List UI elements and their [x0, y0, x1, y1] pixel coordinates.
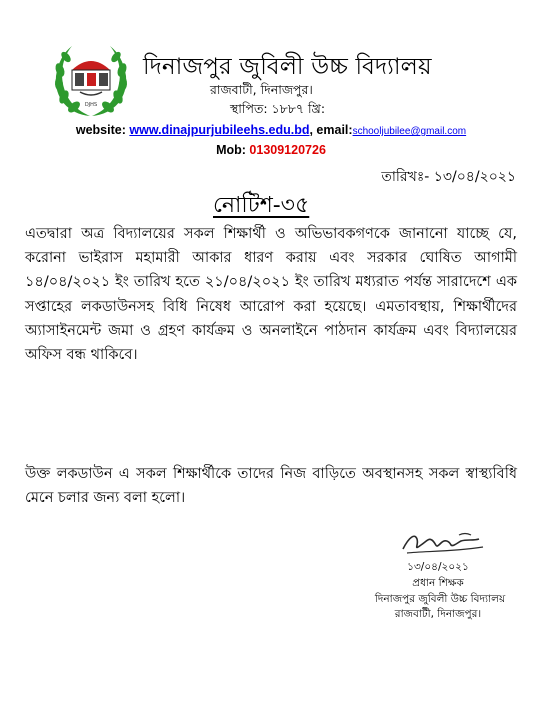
handwritten-signature — [395, 523, 490, 559]
notice-paragraph-1: এতদ্বারা অত্র বিদ্যালয়ের সকল শিক্ষার্থী ও অভিভাবকগণকে জানানো যাচ্ছে যে, করোনা ভাইরাস মহামারী আকার ধারণ করায় এবং সরকার ঘোষিত আগামী ১৪/০৪/২০২১ ইং তারিখ হতে ২১/০৪/২০২১ ইং তারিখ মধ্যরাত পর্যন্ত সারাদেশে এক সপ্তাহের লকডাউনসহ বিধি নিষেধ আরোপ করা হয়েছে। এমতাবস্থায়, শিক্ষার্থীদের অ্যাসাইনমেন্ট জমা ও গ্রহণ কার্যক্রম ও অনলাইনে পাঠদান কার্যক্রম এবং বিদ্যালয়ের অফিস বন্ধ থাকিবে। — [25, 226, 517, 364]
notice-title: নোটিশ-৩৫ — [213, 193, 310, 218]
mobile-label: Mob: — [216, 143, 250, 157]
contact-line — [0, 123, 542, 137]
notice-paragraph-2: উক্ত লকডাউন এ সকল শিক্ষার্থীকে তাদের নিজ বাড়িতে অবস্থানসহ সকল স্বাস্থ্যবিধি মেনে চলার জন্য বলা হলো। — [25, 466, 517, 507]
signatory-role: প্রধান শিক্ষক — [412, 577, 464, 589]
established-year: স্থাপিত: ১৮৮৭ খ্রি: — [230, 101, 326, 116]
school-logo — [50, 40, 132, 120]
website-link[interactable]: www.dinajpurjubileehs.edu.bd — [129, 123, 310, 137]
mobile-number: 01309120726 — [249, 143, 326, 157]
mobile-line — [0, 143, 542, 157]
signature-date: ১৩/০৪/২০২১ — [407, 561, 469, 573]
school-address: রাজবাটী, দিনাজপুর। — [210, 82, 313, 97]
logo-caption: DJHS — [84, 102, 98, 108]
school-name: দিনাজপুর জুবিলী উচ্চ বিদ্যালয় — [143, 54, 432, 80]
signatory-school: দিনাজপুর জুবিলী উচ্চ বিদ্যালয় — [374, 593, 506, 605]
email-label: , email: — [309, 123, 353, 137]
website-label: website: — [75, 123, 130, 137]
emblem-icon — [72, 61, 110, 95]
notice-date: তারিখঃ- ১৩/০৪/২০২১ — [381, 169, 516, 185]
signatory-address: রাজবাটী, দিনাজপুর। — [394, 608, 482, 620]
email-link[interactable]: schooljubilee@gmail.com — [352, 126, 467, 137]
